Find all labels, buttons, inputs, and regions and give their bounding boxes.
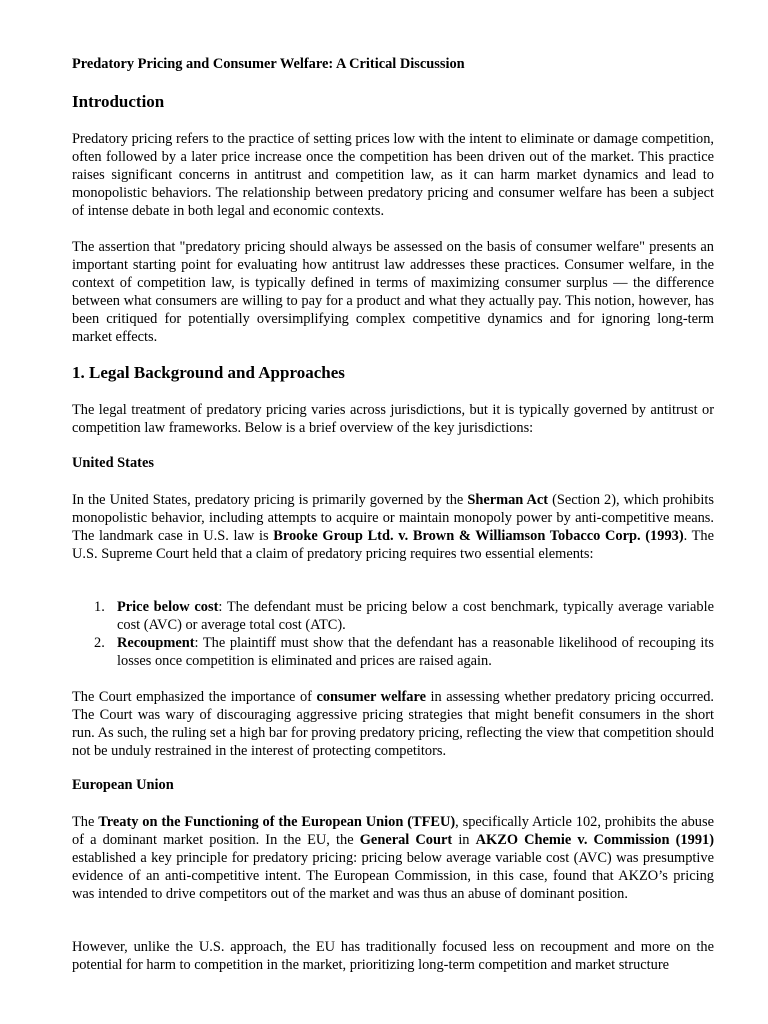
eu-paragraph-2: However, unlike the U.S. approach, the EU has traditionally focused less on recoupment and more on the potential for harm to competition in the market, prioritizing long-term competition and market structure <box>72 939 714 974</box>
document-title: Predatory Pricing and Consumer Welfare: A Critical Discussion <box>72 56 465 72</box>
us-heading: United States <box>72 455 154 471</box>
list-item: 2. Recoupment: The plaintiff must show that the defendant has a reasonable likelihood of recouping its losses once competition is eliminated and prices are raised again. <box>94 635 714 670</box>
us-paragraph-1: In the United States, predatory pricing is primarily governed by the Sherman Act (Section 2), which prohibits monopolistic behavior, including attempts to acquire or maintain monopoly power by anti-competitive means. The landmark case in U.S. law is Brooke Group Ltd. v. Brown & Williamson Tobacco Corp. (1993). The U.S. Supreme Court held that a claim of predatory pricing requires two essential elements: <box>72 492 714 563</box>
section-1-heading: 1. Legal Background and Approaches <box>72 363 345 382</box>
intro-paragraph-1: Predatory pricing refers to the practice of setting prices low with the intent to eliminate or damage competition, often followed by a later price increase once the competition has been driven out of the market. This practice raises significant concerns in antitrust and competition law, as it can harm market dynamics and lead to monopolistic behaviors. The relationship between predatory pricing and consumer welfare has been a subject of intense debate in both legal and economic contexts. <box>72 131 714 220</box>
eu-heading: European Union <box>72 777 174 793</box>
intro-paragraph-2: The assertion that "predatory pricing should always be assessed on the basis of consumer welfare" presents an important starting point for evaluating how antitrust law addresses these practices. Consumer welfare, in the context of competition law, is typically defined in terms of maximizing consumer surplus — the difference between what consumers are willing to pay for a product and what they actually pay. This notion, however, has been critiqued for potentially oversimplifying complex competitive dynamics and for ignoring long-term market effects. <box>72 239 714 346</box>
eu-paragraph-1: The Treaty on the Functioning of the European Union (TFEU), specifically Article 102, prohibits the abuse of a dominant market position. In the EU, the General Court in AKZO Chemie v. Commission (1991) established a key principle for predatory pricing: pricing below average variable cost (AVC) was presumptive evidence of an anti-competitive intent. The European Commission, in this case, found that AKZO’s pricing was intended to drive competitors out of the market and was thus an abuse of dominant position. <box>72 814 715 903</box>
us-elements-list <box>72 598 714 670</box>
list-item: 1. Price below cost: The defendant must be pricing below a cost benchmark, typically average variable cost (AVC) or average total cost (ATC). <box>94 599 714 634</box>
section-1-paragraph: The legal treatment of predatory pricing varies across jurisdictions, but it is typically governed by antitrust or competition law frameworks. Below is a brief overview of the key jurisdictions: <box>72 402 714 437</box>
intro-heading: Introduction <box>72 92 165 111</box>
us-paragraph-2: The Court emphasized the importance of consumer welfare in assessing whether predatory pricing occurred. The Court was wary of discouraging aggressive pricing strategies that might benefit consumers in the short run. As such, the ruling set a high bar for proving predatory pricing, reflecting the view that competition should not be unduly restrained in the interest of protecting competitors. <box>72 689 714 760</box>
